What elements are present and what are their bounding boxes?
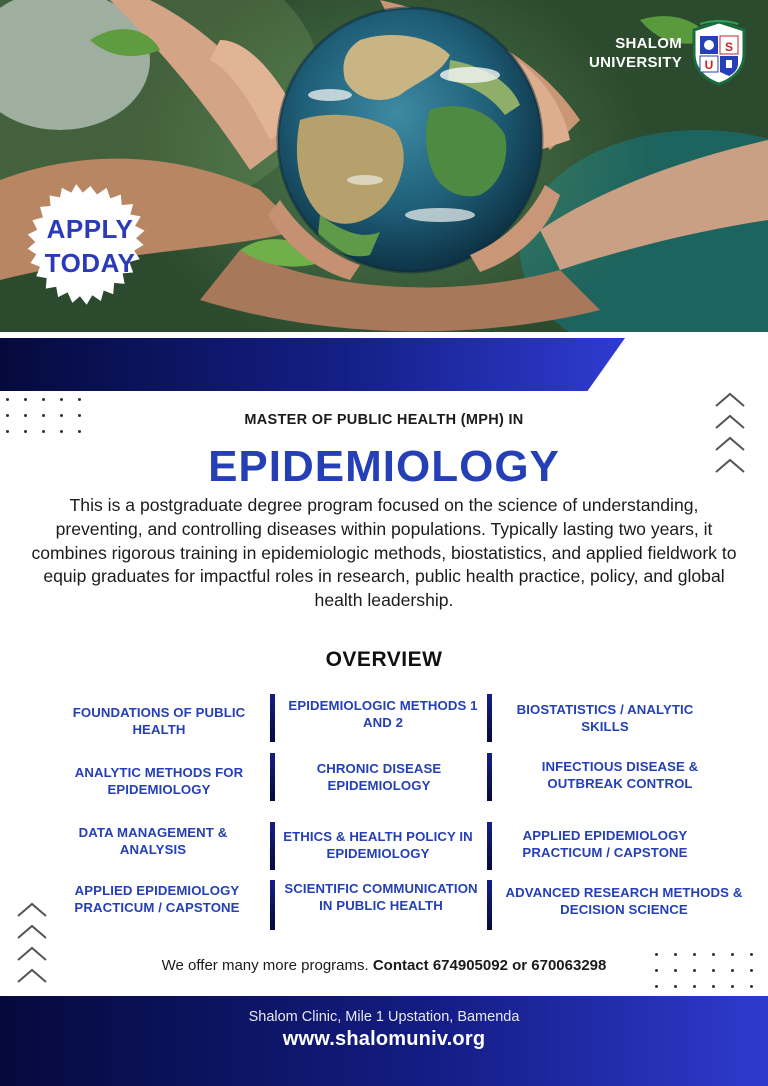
footer-address: Shalom Clinic, Mile 1 Upstation, Bamenda: [248, 1009, 520, 1025]
overview-heading: OVERVIEW: [325, 648, 443, 671]
column-divider: [487, 822, 492, 870]
course-item: EPIDEMIOLOGIC METHODS 1 AND 2: [288, 698, 478, 730]
today-line: TODAY: [44, 248, 136, 278]
program-description: This is a postgraduate degree program focused on the science of understanding, preventing, and controlling diseases within populations. Typically lasting two years, it combines rigorous training in epidemiologic methods, biostatistics, and applied fieldwork to equip graduates for impactful roles in research, public health practice, policy, and global health leadership.: [31, 495, 737, 611]
column-divider: [270, 880, 275, 930]
column-divider: [487, 753, 492, 801]
university-name-line1: SHALOM: [615, 35, 682, 52]
course-item: APPLIED EPIDEMIOLOGY PRACTICUM / CAPSTONE: [522, 828, 688, 860]
column-divider: [487, 694, 492, 742]
course-item: INFECTIOUS DISEASE & OUTBREAK CONTROL: [541, 759, 699, 791]
course-item: ANALYTIC METHODS FOR EPIDEMIOLOGY: [74, 765, 244, 797]
university-name: [589, 34, 682, 72]
chevron-up-stack-icon: [15, 900, 49, 992]
column-divider: [487, 880, 492, 930]
university-brand: [589, 20, 748, 86]
contact-phone-numbers: Contact 674905092 or 670063298: [372, 957, 607, 974]
course-item: SCIENTIFIC COMMUNICATION IN PUBLIC HEALTH: [284, 881, 478, 913]
contact-intro: We offer many more programs.: [161, 957, 369, 974]
course-item: ADVANCED RESEARCH METHODS & DECISION SCIENCE: [505, 885, 743, 917]
course-item: ETHICS & HEALTH POLICY IN EPIDEMIOLOGY: [283, 829, 473, 861]
program-title: EPIDEMIOLOGY: [208, 442, 560, 491]
program-subtitle: MASTER OF PUBLIC HEALTH (MPH) IN: [244, 412, 524, 428]
course-item: FOUNDATIONS OF PUBLIC HEALTH: [72, 705, 246, 737]
contact-line: [0, 957, 768, 974]
university-shield-logo-icon: [690, 20, 748, 86]
apply-today-label: [18, 212, 162, 280]
footer-website-link[interactable]: www.shalomuniv.org: [282, 1028, 486, 1050]
apply-line: APPLY: [46, 214, 134, 244]
course-item: APPLIED EPIDEMIOLOGY PRACTICUM / CAPSTONE: [74, 883, 240, 915]
logo-letter-u: U: [704, 58, 714, 72]
column-divider: [270, 822, 275, 870]
column-divider: [270, 753, 275, 801]
header-banner-stripe: [0, 338, 625, 391]
course-item: BIOSTATISTICS / ANALYTIC SKILLS: [516, 702, 694, 734]
course-item: DATA MANAGEMENT & ANALYSIS: [78, 825, 228, 857]
course-item: CHRONIC DISEASE EPIDEMIOLOGY: [316, 761, 442, 793]
logo-letter-s: S: [724, 40, 734, 54]
university-name-line2: UNIVERSITY: [588, 54, 682, 71]
dot-grid-icon: [655, 953, 753, 988]
column-divider: [270, 694, 275, 742]
